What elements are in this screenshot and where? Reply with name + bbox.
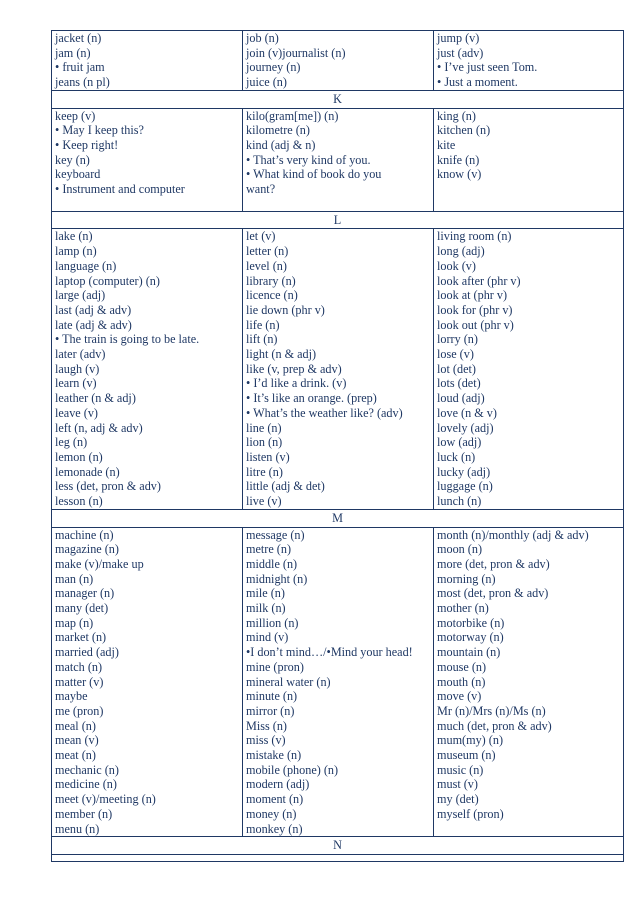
letter-header-row <box>52 837 624 855</box>
word-entry: library (n) <box>246 273 296 288</box>
word-entry: manager (n) <box>55 586 115 601</box>
letter-header-row <box>52 509 624 527</box>
word-entry: move (v) <box>437 689 482 704</box>
word-entry: miss (v) <box>246 733 286 748</box>
word-entry: love (n & v) <box>437 405 497 420</box>
word-row <box>52 527 624 837</box>
letter-heading: M <box>52 509 624 527</box>
letter-header-row <box>52 90 624 108</box>
letter-heading: K <box>52 90 624 108</box>
word-entry: kite <box>437 137 456 152</box>
word-column <box>434 527 624 837</box>
word-entry: mouth (n) <box>437 674 486 689</box>
word-entry: lunch (n) <box>437 494 482 509</box>
word-entry: mineral water (n) <box>246 674 331 689</box>
word-entry: mirror (n) <box>246 703 295 718</box>
word-entry: most (det, pron & adv) <box>437 586 549 601</box>
word-entry: juice (n) <box>246 75 287 90</box>
word-entry: lie down (phr v) <box>246 302 325 317</box>
word-entry: moment (n) <box>246 792 304 807</box>
word-entry: just (adv) <box>437 45 484 60</box>
word-entry: mountain (n) <box>437 645 501 660</box>
word-column <box>434 229 624 509</box>
blank-row <box>52 854 624 861</box>
word-entry: lot (det) <box>437 361 476 376</box>
word-entry: level (n) <box>246 258 287 273</box>
word-entry: little (adj & det) <box>246 479 325 494</box>
word-entry: job (n) <box>246 31 279 45</box>
word-row <box>52 31 624 91</box>
word-entry: letter (n) <box>246 244 289 259</box>
word-entry: my (det) <box>437 792 479 807</box>
word-entry: look (v) <box>437 258 476 273</box>
word-entry: lemon (n) <box>55 449 103 464</box>
word-entry: knife (n) <box>437 152 480 167</box>
word-entry: music (n) <box>437 762 484 777</box>
word-entry: • I’ve just seen Tom. <box>437 60 538 75</box>
word-entry: • I’d like a drink. (v) <box>246 376 347 391</box>
word-entry: luggage (n) <box>437 479 493 494</box>
word-entry: maybe <box>55 689 88 704</box>
word-entry: lucky (adj) <box>437 464 491 479</box>
word-entry: •I don’t mind…/•Mind your head! <box>246 645 413 660</box>
word-entry: lift (n) <box>246 332 278 347</box>
word-entry: know (v) <box>437 167 482 182</box>
word-entry: • What kind of book do you <box>246 167 382 182</box>
word-entry: member (n) <box>55 806 113 821</box>
word-entry: look at (phr v) <box>437 288 508 303</box>
word-entry: married (adj) <box>55 645 119 660</box>
word-entry: menu (n) <box>55 821 100 836</box>
word-entry: join (v)journalist (n) <box>246 45 346 60</box>
word-column <box>52 527 243 837</box>
word-entry: me (pron) <box>55 703 104 718</box>
word-entry: market (n) <box>55 630 107 645</box>
word-entry: keep (v) <box>55 108 96 123</box>
word-row <box>52 229 624 509</box>
word-entry: must (v) <box>437 777 478 792</box>
word-entry: milk (n) <box>246 601 286 616</box>
word-row <box>52 108 624 211</box>
word-entry: man (n) <box>55 571 94 586</box>
word-entry: monkey (n) <box>246 821 303 836</box>
word-entry: jeans (n pl) <box>55 75 110 90</box>
word-entry: matter (v) <box>55 674 104 689</box>
word-column <box>243 229 434 509</box>
word-entry: mile (n) <box>246 586 285 601</box>
word-entry: lake (n) <box>55 229 93 244</box>
word-entry: large (adj) <box>55 288 106 303</box>
word-entry: money (n) <box>246 806 297 821</box>
vocabulary-table <box>51 30 624 862</box>
word-entry: left (n, adj & adv) <box>55 420 143 435</box>
word-entry: meat (n) <box>55 748 96 763</box>
word-entry: later (adv) <box>55 347 106 362</box>
word-entry: kitchen (n) <box>437 123 491 138</box>
word-entry: learn (v) <box>55 376 97 391</box>
word-column <box>243 108 434 211</box>
word-entry: morning (n) <box>437 571 496 586</box>
word-entry: motorway (n) <box>437 630 504 645</box>
word-entry: lorry (n) <box>437 332 478 347</box>
word-entry: king (n) <box>437 108 476 123</box>
word-entry: mine (pron) <box>246 659 304 674</box>
word-entry: life (n) <box>246 317 280 332</box>
word-entry: myself (pron) <box>437 806 504 821</box>
word-entry: magazine (n) <box>55 542 119 557</box>
word-entry: match (n) <box>55 659 103 674</box>
word-entry: jump (v) <box>437 31 480 45</box>
word-entry: less (det, pron & adv) <box>55 479 161 494</box>
word-entry: loud (adj) <box>437 391 485 406</box>
word-entry: many (det) <box>55 601 109 616</box>
word-entry: mean (v) <box>55 733 99 748</box>
word-entry: motorbike (n) <box>437 615 505 630</box>
word-entry: low (adj) <box>437 435 482 450</box>
word-entry: mum(my) (n) <box>437 733 504 748</box>
letter-header-row <box>52 211 624 229</box>
word-column <box>52 229 243 509</box>
word-entry: middle (n) <box>246 556 298 571</box>
word-column <box>434 108 624 211</box>
word-entry: want? <box>246 182 276 197</box>
word-entry: modern (adj) <box>246 777 310 792</box>
word-entry: machine (n) <box>55 527 114 542</box>
word-entry: like (v, prep & adv) <box>246 361 342 376</box>
word-column <box>52 108 243 211</box>
word-entry: jacket (n) <box>55 31 102 45</box>
word-entry: line (n) <box>246 420 282 435</box>
word-entry: journey (n) <box>246 60 301 75</box>
word-entry: laugh (v) <box>55 361 100 376</box>
word-entry: leg (n) <box>55 435 88 450</box>
word-entry: kind (adj & n) <box>246 137 316 152</box>
word-entry: more (det, pron & adv) <box>437 556 550 571</box>
word-entry: keyboard <box>55 167 101 182</box>
word-entry: let (v) <box>246 229 276 244</box>
word-entry: look out (phr v) <box>437 317 514 332</box>
word-entry: museum (n) <box>437 748 496 763</box>
word-entry: luck (n) <box>437 449 476 464</box>
word-entry: laptop (computer) (n) <box>55 273 160 288</box>
word-entry: medicine (n) <box>55 777 117 792</box>
word-entry: mechanic (n) <box>55 762 119 777</box>
word-entry: Mr (n)/Mrs (n)/Ms (n) <box>437 703 546 718</box>
word-entry: light (n & adj) <box>246 347 317 362</box>
word-entry: minute (n) <box>246 689 298 704</box>
word-entry: look for (phr v) <box>437 302 513 317</box>
word-column <box>243 527 434 837</box>
word-entry: mobile (phone) (n) <box>246 762 339 777</box>
word-entry: listen (v) <box>246 449 290 464</box>
word-entry: • It’s like an orange. (prep) <box>246 391 377 406</box>
word-column <box>243 31 434 91</box>
word-entry: language (n) <box>55 258 117 273</box>
word-entry: late (adj & adv) <box>55 317 132 332</box>
word-entry: live (v) <box>246 494 282 509</box>
word-entry: • Keep right! <box>55 137 119 152</box>
word-entry: map (n) <box>55 615 94 630</box>
word-entry: litre (n) <box>246 464 283 479</box>
word-entry: • Instrument and computer <box>55 182 185 197</box>
word-entry: living room (n) <box>437 229 512 244</box>
word-entry: midnight (n) <box>246 571 308 586</box>
word-column <box>52 31 243 91</box>
word-entry: long (adj) <box>437 244 485 259</box>
letter-heading: N <box>52 837 624 855</box>
word-entry: • May I keep this? <box>55 123 144 138</box>
word-entry: kilo(gram[me]) (n) <box>246 108 339 123</box>
word-entry: kilometre (n) <box>246 123 310 138</box>
word-entry: month (n)/monthly (adj & adv) <box>437 527 589 542</box>
word-entry: message (n) <box>246 527 305 542</box>
word-entry: much (det, pron & adv) <box>437 718 552 733</box>
word-entry: make (v)/make up <box>55 556 144 571</box>
word-entry: • Just a moment. <box>437 75 518 90</box>
word-entry: licence (n) <box>246 288 298 303</box>
word-column <box>434 31 624 91</box>
word-entry: lion (n) <box>246 435 283 450</box>
word-entry: meal (n) <box>55 718 96 733</box>
word-entry: mouse (n) <box>437 659 487 674</box>
word-entry: lots (det) <box>437 376 481 391</box>
word-entry: lesson (n) <box>55 494 103 509</box>
word-entry: jam (n) <box>55 45 91 60</box>
word-entry: • The train is going to be late. <box>55 332 200 347</box>
word-entry: leather (n & adj) <box>55 391 136 406</box>
word-entry: meet (v)/meeting (n) <box>55 792 156 807</box>
word-entry: mind (v) <box>246 630 289 645</box>
word-entry: key (n) <box>55 152 90 167</box>
word-entry: • That’s very kind of you. <box>246 152 371 167</box>
word-entry: moon (n) <box>437 542 483 557</box>
word-entry: • fruit jam <box>55 60 105 75</box>
word-entry: million (n) <box>246 615 299 630</box>
word-entry: leave (v) <box>55 405 98 420</box>
word-entry: mistake (n) <box>246 748 302 763</box>
word-entry: Miss (n) <box>246 718 287 733</box>
word-entry: lamp (n) <box>55 244 97 259</box>
word-entry: lose (v) <box>437 347 474 362</box>
word-entry: lovely (adj) <box>437 420 494 435</box>
word-entry: mother (n) <box>437 601 489 616</box>
word-entry: metre (n) <box>246 542 292 557</box>
word-entry: lemonade (n) <box>55 464 120 479</box>
letter-heading: L <box>52 211 624 229</box>
word-entry: last (adj & adv) <box>55 302 132 317</box>
word-entry: • What’s the weather like? (adv) <box>246 405 403 420</box>
word-entry: look after (phr v) <box>437 273 521 288</box>
